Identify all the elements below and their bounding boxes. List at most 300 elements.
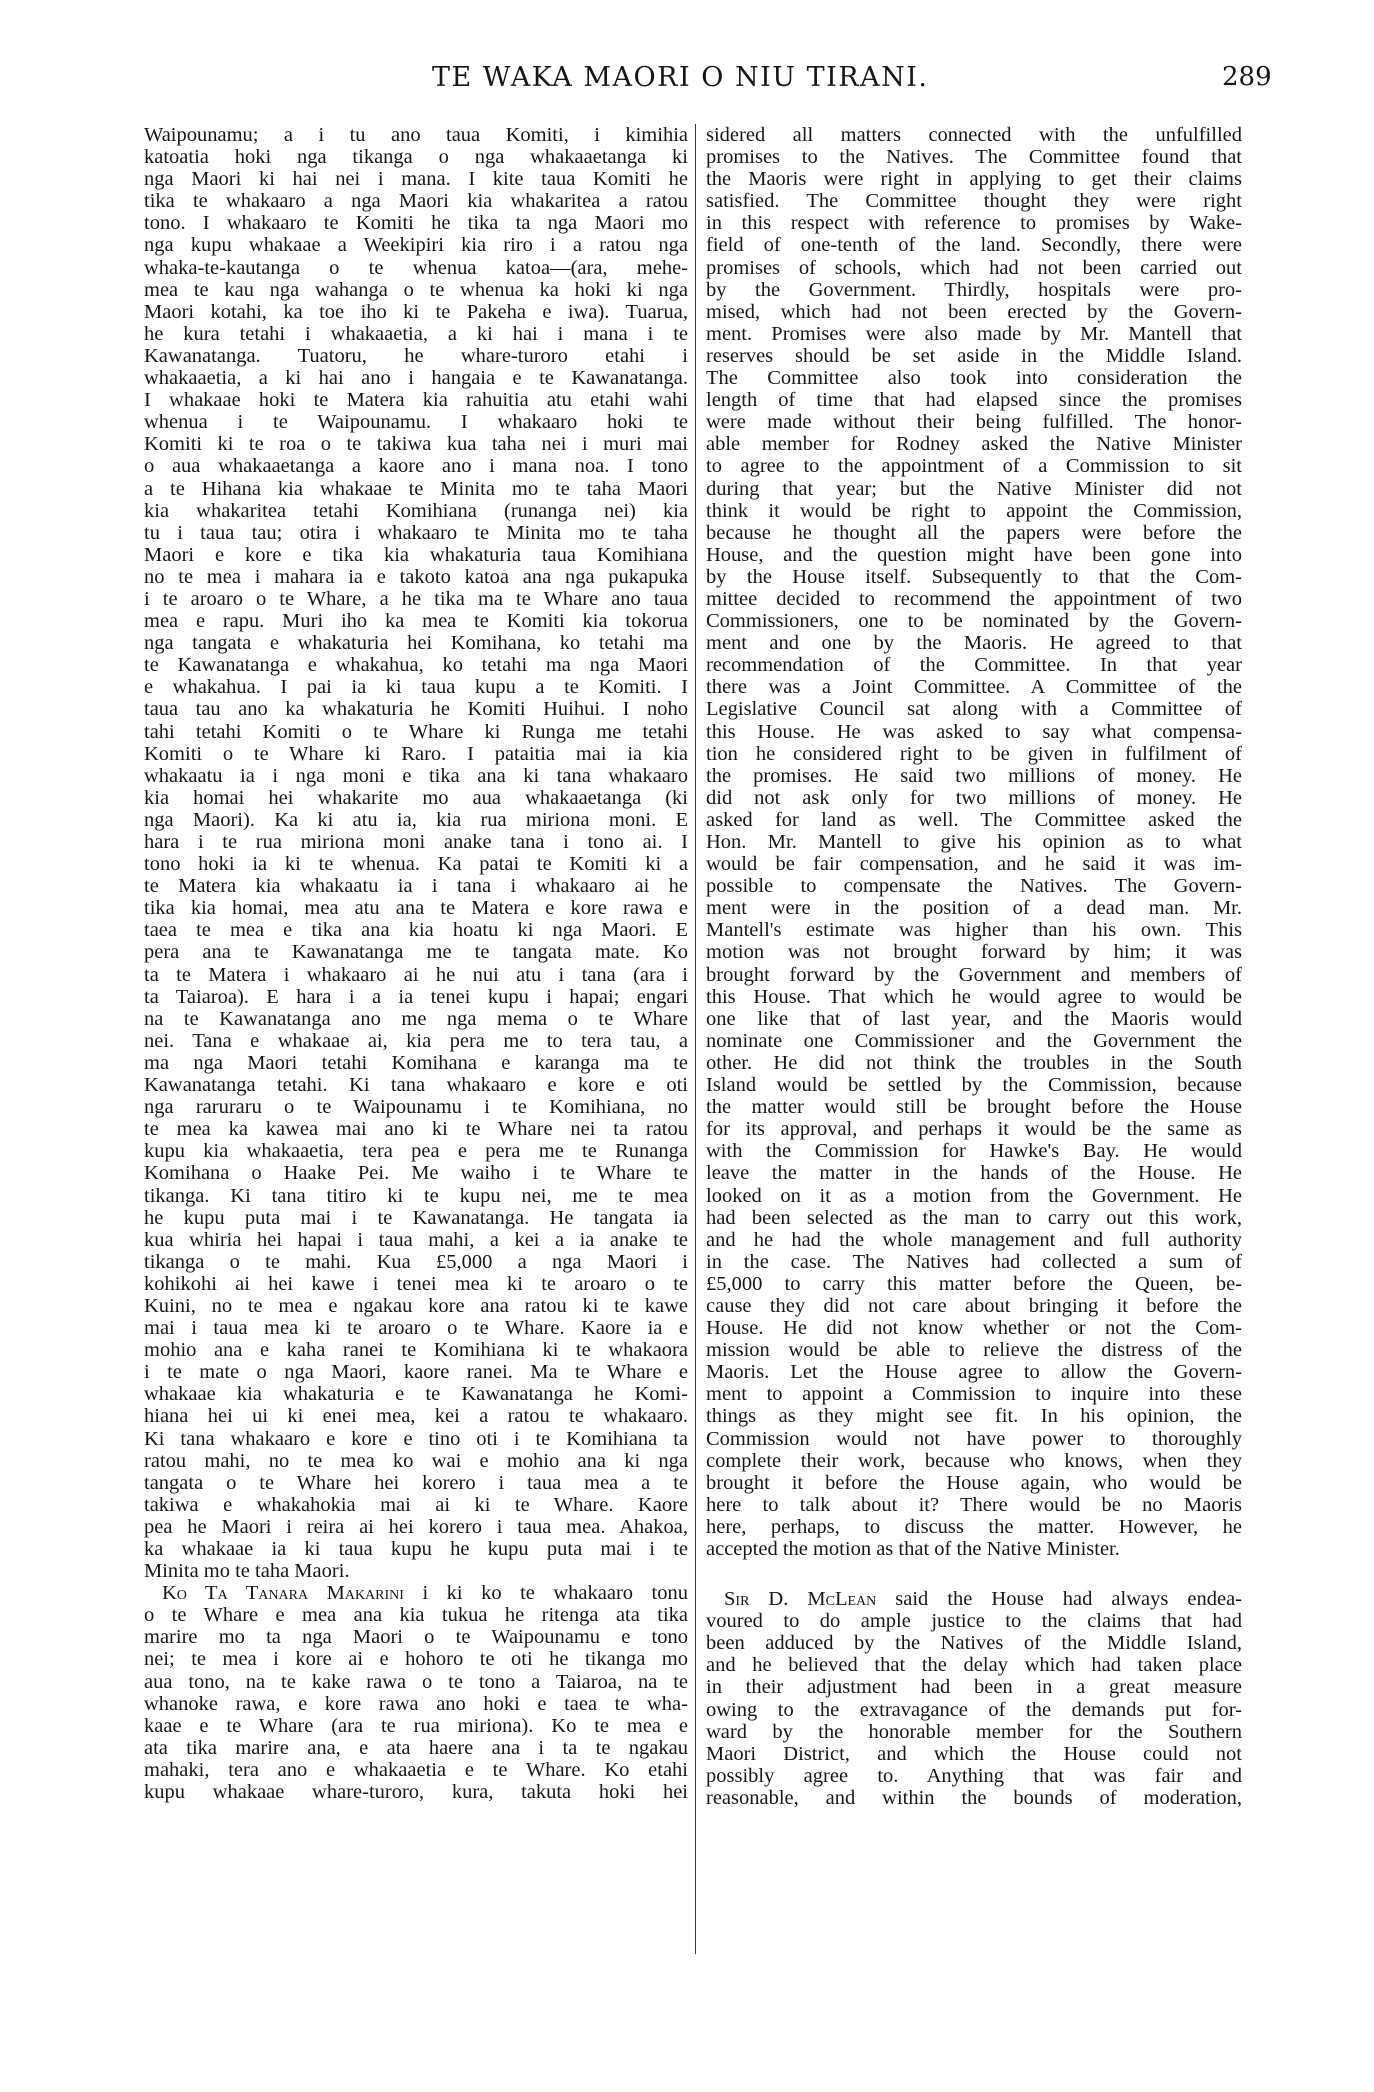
line-text: ta te Matera i whakaaro ai he nui atu i tana (ara i xyxy=(144,963,688,986)
line-text: whanoke rawa, e kore rawa ano hoki e taea te wha- xyxy=(144,1692,688,1715)
line-text: reasonable, and within the bounds of moderation, xyxy=(706,1786,1242,1809)
text-line xyxy=(144,632,688,654)
text-line xyxy=(706,1140,1242,1162)
line-text: this House. He was asked to say what compensa- xyxy=(706,720,1242,743)
line-text: ata tika marire ana, e ata haere ana i ta te ngakau xyxy=(144,1736,688,1759)
line-text: kua whiria hei hapai i taua mahi, a kei a ia anake te xyxy=(144,1228,688,1251)
line-text: by the Government. Thirdly, hospitals were pro- xyxy=(706,278,1242,301)
column-divider xyxy=(695,124,696,1954)
text-line xyxy=(144,964,688,986)
text-line xyxy=(144,478,688,500)
text-line xyxy=(706,875,1242,897)
text-line xyxy=(706,1251,1242,1273)
line-text: mohio ana e kaha ranei te Komihiana ki te whakaora xyxy=(144,1339,688,1362)
line-text: with the Commission for Hawke's Bay. He would xyxy=(706,1140,1242,1163)
text-line xyxy=(706,1632,1242,1654)
line-text: kupu kia whakaaetia, tera pea e pera me te Runanga xyxy=(144,1140,688,1163)
line-text: kia homai hei whakarite mo aua whakaaetanga (ki xyxy=(144,786,688,809)
text-line xyxy=(144,544,688,566)
line-text: The Committee also took into consideration the xyxy=(706,367,1242,390)
text-line xyxy=(706,367,1242,389)
text-line xyxy=(706,124,1242,146)
line-text: Commission would not have power to thoroughly xyxy=(706,1427,1242,1450)
text-line xyxy=(144,1273,688,1295)
text-line xyxy=(706,1699,1242,1721)
line-text: brought it before the House again, who would be xyxy=(706,1471,1242,1494)
line-text: motion was not brought forward by him; it was xyxy=(706,941,1242,964)
text-line xyxy=(706,1428,1242,1450)
text-line xyxy=(144,1140,688,1162)
line-text: would be fair compensation, and he said it was im- xyxy=(706,853,1242,876)
line-text: because he thought all the papers were before the xyxy=(706,521,1242,544)
text-line xyxy=(144,787,688,809)
line-text: e whakahua. I pai ia ki taua kupu a te Komiti. I xyxy=(144,676,688,699)
line-text: whenua i te Waipounamu. I whakaaro hoki te xyxy=(144,411,688,434)
line-text: and he had the whole management and full authority xyxy=(706,1228,1242,1251)
text-line xyxy=(706,1229,1242,1251)
text-line xyxy=(144,1781,688,1803)
text-line xyxy=(144,588,688,610)
text-line xyxy=(706,809,1242,831)
line-text: reserves should be set aside in the Middle Island. xyxy=(706,344,1242,367)
text-line xyxy=(144,1626,688,1648)
line-text: te Matera kia whakaatu ia i tana i whakaaro ai he xyxy=(144,875,688,898)
line-text: field of one-tenth of the land. Secondly, there were xyxy=(706,234,1242,257)
text-line xyxy=(144,765,688,787)
line-text: ratou mahi, no te mea ko wai e mohio ana ki nga xyxy=(144,1449,688,1472)
text-line xyxy=(706,743,1242,765)
speaker-name: Ko Ta Tanara Makarini xyxy=(162,1582,404,1605)
text-line xyxy=(144,190,688,212)
text-line xyxy=(144,146,688,168)
text-line xyxy=(144,433,688,455)
text-line xyxy=(144,1339,688,1361)
left-column-maori-text xyxy=(144,124,688,2074)
line-text: nga raruraru o te Waipounamu i te Komihiana, no xyxy=(144,1096,688,1119)
line-text: hiana hei ui ki enei mea, kei a ratou te whakaaro. xyxy=(144,1405,688,1428)
line-text: nga kupu whakaae a Weekipiri kia riro i a ratou nga xyxy=(144,234,688,257)
line-text: marire mo ta nga Maori o te Waipounamu e tono xyxy=(144,1626,688,1649)
line-text: aua tono, na te kake rawa o te tono a Taiaroa, na te xyxy=(144,1670,688,1693)
text-line xyxy=(706,986,1242,1008)
line-text: he kupu puta mai i te Kawanatanga. He tangata ia xyxy=(144,1206,688,1229)
line-text: said the House had always endea- xyxy=(895,1588,1242,1611)
line-text: here to talk about it? There would be no Maoris xyxy=(706,1493,1242,1516)
text-line xyxy=(706,1654,1242,1676)
line-text: i ki ko te whakaaro tonu xyxy=(422,1582,688,1605)
text-line xyxy=(706,1074,1242,1096)
running-title: TE WAKA MAORI O NIU TIRANI. xyxy=(432,62,929,93)
text-line xyxy=(144,897,688,919)
line-text: taua tau ano ka whakaturia he Komiti Huihui. I noho xyxy=(144,698,688,721)
paragraph-gap xyxy=(706,1560,1242,1588)
text-line xyxy=(706,411,1242,433)
line-text: tikanga o te mahi. Kua £5,000 a nga Maori i xyxy=(144,1250,688,1273)
line-text: whaka-te-kautanga o te whenua katoa—(ara, mehe- xyxy=(144,256,688,279)
text-line xyxy=(144,1185,688,1207)
line-text: asked for land as well. The Committee asked the xyxy=(706,808,1242,831)
line-text: Minita mo te taha Maori. xyxy=(144,1560,350,1583)
text-line xyxy=(144,1759,688,1781)
line-text: had been selected as the man to carry out this work, xyxy=(706,1206,1242,1229)
line-text: during that year; but the Native Minister did not xyxy=(706,477,1242,500)
text-line xyxy=(706,1052,1242,1074)
text-line xyxy=(144,1450,688,1472)
line-text: here, perhaps, to discuss the matter. However, he xyxy=(706,1515,1242,1538)
line-text: mission would be able to relieve the distress of the xyxy=(706,1339,1242,1362)
text-line xyxy=(706,831,1242,853)
text-line xyxy=(144,1317,688,1339)
line-text: pea he Maori i reira ai hei korero i taua mea. Ahakoa, xyxy=(144,1515,688,1538)
line-text: ment and one by the Maoris. He agreed to that xyxy=(706,632,1242,655)
line-text: mahaki, tera ano e whakaaetia e te Whare. Ko etahi xyxy=(144,1758,688,1781)
line-text: nominate one Commissioner and the Government the xyxy=(706,1029,1242,1052)
line-text: nga Maori). Ka ki atu ia, kia rua miriona moni. E xyxy=(144,808,688,831)
line-text: mea te kau nga wahanga o te whenua ka hoki ki nga xyxy=(144,278,688,301)
line-text: Kawanatanga. Tuatoru, he whare-turoro etahi i xyxy=(144,344,688,367)
line-text: and he believed that the delay which had taken place xyxy=(706,1654,1242,1677)
text-line xyxy=(144,610,688,632)
text-line xyxy=(706,323,1242,345)
text-line xyxy=(144,411,688,433)
line-text: o te Whare e mea ana kia tukua he ritenga ata tika xyxy=(144,1604,688,1627)
text-line xyxy=(144,522,688,544)
line-text: in the case. The Natives had collected a sum of xyxy=(706,1250,1242,1273)
text-line xyxy=(144,500,688,522)
right-column-english-text xyxy=(706,124,1242,2074)
line-text: Maori e kore e tika kia whakaturia taua Komihiana xyxy=(144,543,688,566)
text-line xyxy=(706,610,1242,632)
text-line xyxy=(144,676,688,698)
speaker-name: Sir D. McLean xyxy=(724,1588,877,1611)
text-line xyxy=(144,455,688,477)
text-line xyxy=(706,500,1242,522)
line-text: Kuini, no te mea e ngakau kore ana ratou ki te kawe xyxy=(144,1294,688,1317)
text-line xyxy=(144,1737,688,1759)
line-text: promises of schools, which had not been carried out xyxy=(706,256,1242,279)
line-text: mised, which had not been erected by the Govern- xyxy=(706,300,1242,323)
text-line xyxy=(706,455,1242,477)
line-text: I whakaae hoki te Matera kia rahuitia atu etahi wahi xyxy=(144,389,688,412)
line-text: were made without their being fulfilled. The honor- xyxy=(706,411,1242,434)
line-text: tono. I whakaaro te Komiti he tika ta nga Maori mo xyxy=(144,212,688,235)
line-text: takiwa e whakahokia mai ai ki te Whare. Kaore xyxy=(144,1493,688,1516)
text-line xyxy=(144,831,688,853)
line-text: ment were in the position of a dead man. Mr. xyxy=(706,897,1242,920)
text-line xyxy=(144,1560,688,1582)
line-text: looked on it as a motion from the Government. He xyxy=(706,1184,1242,1207)
text-line xyxy=(144,323,688,345)
line-text: in this respect with reference to promises by Wake- xyxy=(706,212,1242,235)
text-line xyxy=(706,853,1242,875)
text-line xyxy=(144,1472,688,1494)
text-line xyxy=(706,478,1242,500)
line-text: Waipounamu; a i tu ano taua Komiti, i kimihia xyxy=(144,124,688,146)
line-text: this House. That which he would agree to would be xyxy=(706,985,1242,1008)
text-line xyxy=(144,1428,688,1450)
line-text: possible to compensate the Natives. The Govern- xyxy=(706,875,1242,898)
line-text: tika te whakaaro a nga Maori kia whakaritea a ratou xyxy=(144,190,688,213)
line-text: in their adjustment had been in a great measure xyxy=(706,1676,1242,1699)
text-line xyxy=(144,1251,688,1273)
text-line xyxy=(144,234,688,256)
text-line xyxy=(144,1361,688,1383)
line-text: ka whakaae ia ki taua kupu he kupu puta mai i te xyxy=(144,1538,688,1560)
text-line xyxy=(706,234,1242,256)
text-line xyxy=(706,1588,1242,1610)
text-line xyxy=(706,787,1242,809)
line-text: for its approval, and perhaps it would be the same as xyxy=(706,1118,1242,1141)
line-text: i te mate o nga Maori, kaore ranei. Ma te Whare e xyxy=(144,1361,688,1384)
line-text: tangata o te Whare hei korero i taua mea a te xyxy=(144,1471,688,1494)
line-text: satisfied. The Committee thought they were right xyxy=(706,190,1242,213)
text-line xyxy=(144,1693,688,1715)
running-head xyxy=(0,62,1374,106)
line-text: tika kia homai, mea atu ana te Matera e kore rawa e xyxy=(144,897,688,920)
line-text: sidered all matters connected with the unfulfilled xyxy=(706,124,1242,146)
line-text: nei. Tana e whakaae ai, kia pera me to tera tau, a xyxy=(144,1029,688,1052)
line-text: £5,000 to carry this matter before the Queen, be- xyxy=(706,1272,1242,1295)
line-text: Maoris. Let the House agree to allow the Govern- xyxy=(706,1361,1242,1384)
text-line xyxy=(706,301,1242,323)
text-line xyxy=(144,941,688,963)
text-line xyxy=(144,721,688,743)
text-line xyxy=(706,146,1242,168)
line-text: whakaae kia whakaturia e te Kawanatanga he Komi- xyxy=(144,1383,688,1406)
line-text: brought forward by the Government and members of xyxy=(706,963,1242,986)
text-line xyxy=(144,698,688,720)
line-text: katoatia hoki nga tikanga o nga whakaaetanga ki xyxy=(144,146,688,169)
text-line xyxy=(706,1207,1242,1229)
text-line xyxy=(706,1118,1242,1140)
line-text: possibly agree to. Anything that was fair and xyxy=(706,1764,1242,1787)
text-line xyxy=(706,964,1242,986)
text-line xyxy=(144,1604,688,1626)
line-text: House, and the question might have been gone into xyxy=(706,543,1242,566)
text-line xyxy=(144,566,688,588)
line-text: kaae e te Whare (ara te rua miriona). Ko te mea e xyxy=(144,1714,688,1737)
text-line xyxy=(144,743,688,765)
text-line xyxy=(706,1317,1242,1339)
line-text: te Kawanatanga e whakahua, ko tetahi ma nga Maori xyxy=(144,654,688,677)
text-line xyxy=(706,190,1242,212)
text-line xyxy=(706,1273,1242,1295)
line-text: Kawanatanga tetahi. Ki tana whakaaro e kore e oti xyxy=(144,1074,688,1097)
text-line xyxy=(706,1030,1242,1052)
text-line xyxy=(144,301,688,323)
text-line xyxy=(706,941,1242,963)
line-text: kohikohi ai hei kawe i tenei mea ki te aroaro o te xyxy=(144,1272,688,1295)
text-line xyxy=(706,765,1242,787)
line-text: mittee decided to recommend the appointment of two xyxy=(706,587,1242,610)
text-line xyxy=(144,1671,688,1693)
line-text: owing to the extravagance of the demands put for- xyxy=(706,1698,1242,1721)
text-line xyxy=(706,522,1242,544)
line-text: Ki tana whakaaro e kore e tino oti i te Komihiana ta xyxy=(144,1427,688,1450)
line-text: think it would be right to appoint the Commission, xyxy=(706,499,1242,522)
line-text: pera ana te Kawanatanga me te tangata mate. Ko xyxy=(144,941,688,964)
line-text: House. He did not know whether or not the Com- xyxy=(706,1317,1242,1340)
line-text: Legislative Council sat along with a Committee of xyxy=(706,698,1242,721)
text-line xyxy=(706,1472,1242,1494)
line-text: able member for Rodney asked the Native Minister xyxy=(706,433,1242,456)
line-text: things as they might see fit. In his opinion, the xyxy=(706,1405,1242,1428)
text-line xyxy=(144,809,688,831)
text-line xyxy=(706,632,1242,654)
line-text: recommendation of the Committee. In that year xyxy=(706,654,1242,677)
text-line xyxy=(706,1676,1242,1698)
line-text: by the House itself. Subsequently to that the Com- xyxy=(706,565,1242,588)
line-text: the promises. He said two millions of money. He xyxy=(706,764,1242,787)
text-line xyxy=(144,1030,688,1052)
line-text: tu i taua tau; otira i whakaaro te Minita mo te taha xyxy=(144,521,688,544)
text-line xyxy=(144,124,688,146)
text-line xyxy=(144,1715,688,1737)
line-text: kupu whakaae whare-turoro, kura, takuta hoki hei xyxy=(144,1781,688,1804)
line-text: te mea ka kawea mai ano ki te Whare nei ta ratou xyxy=(144,1118,688,1141)
text-line xyxy=(144,1162,688,1184)
text-line xyxy=(706,279,1242,301)
text-line xyxy=(706,1721,1242,1743)
text-line xyxy=(706,566,1242,588)
line-text: mai i taua mea ki te aroaro o te Whare. Kaore ia e xyxy=(144,1317,688,1340)
line-text: to agree to the appointment of a Commission to sit xyxy=(706,455,1242,478)
text-line xyxy=(706,1008,1242,1030)
text-line xyxy=(144,1229,688,1251)
line-text: he kura tetahi i whakaaetia, a ki hai i mana i te xyxy=(144,322,688,345)
line-text: Mantell's estimate was higher than his own. This xyxy=(706,919,1242,942)
text-line xyxy=(706,721,1242,743)
text-line xyxy=(144,1516,688,1538)
line-text: tahi tetahi Komiti o te Whare ki Runga me tetahi xyxy=(144,720,688,743)
text-line xyxy=(144,919,688,941)
line-text: voured to do ample justice to the claims that had xyxy=(706,1610,1242,1633)
line-text: a te Hihana kia whakaae te Minita mo te taha Maori xyxy=(144,477,688,500)
text-line xyxy=(706,1383,1242,1405)
line-text: tono hoki ia ki te whenua. Ka patai te Komiti ki a xyxy=(144,853,688,876)
line-text: length of time that had elapsed since the promises xyxy=(706,389,1242,412)
text-line xyxy=(706,698,1242,720)
text-line xyxy=(144,1207,688,1229)
line-text: ta Taiaroa). E hara i a ia tenei kupu i hapai; engari xyxy=(144,985,688,1008)
text-line xyxy=(706,168,1242,190)
line-text: nga Maori ki hai nei i mana. I kite taua Komiti he xyxy=(144,168,688,191)
text-line xyxy=(706,919,1242,941)
text-line xyxy=(144,279,688,301)
text-line xyxy=(706,588,1242,610)
text-line xyxy=(144,654,688,676)
text-line xyxy=(706,897,1242,919)
text-line xyxy=(706,544,1242,566)
line-text: one like that of last year, and the Maoris would xyxy=(706,1007,1242,1030)
text-line xyxy=(144,1295,688,1317)
line-text: ward by the honorable member for the Southern xyxy=(706,1720,1242,1743)
text-line xyxy=(706,433,1242,455)
line-text: Komiti ki te roa o te takiwa kua taha nei i muri mai xyxy=(144,433,688,456)
text-line xyxy=(144,345,688,367)
text-line xyxy=(706,1339,1242,1361)
text-line xyxy=(706,1185,1242,1207)
text-line xyxy=(706,212,1242,234)
text-line xyxy=(144,1074,688,1096)
line-text: did not ask only for two millions of money. He xyxy=(706,786,1242,809)
text-line xyxy=(144,986,688,1008)
text-line xyxy=(144,853,688,875)
text-line xyxy=(706,389,1242,411)
line-text: promises to the Natives. The Committee found that xyxy=(706,146,1242,169)
text-line xyxy=(144,1405,688,1427)
line-text: Komiti o te Whare ki Raro. I pataitia mai ia kia xyxy=(144,742,688,765)
text-line xyxy=(144,1096,688,1118)
text-line xyxy=(144,1052,688,1074)
text-line xyxy=(706,1405,1242,1427)
line-text: Hon. Mr. Mantell to give his opinion as to what xyxy=(706,831,1242,853)
text-line xyxy=(706,257,1242,279)
line-text: ment. Promises were also made by Mr. Mantell that xyxy=(706,322,1242,345)
page-number: 289 xyxy=(1222,62,1272,92)
text-line xyxy=(706,1610,1242,1632)
line-text: ment to appoint a Commission to inquire into these xyxy=(706,1383,1242,1406)
line-text: the matter would still be brought before the House xyxy=(706,1096,1242,1119)
text-line xyxy=(144,257,688,279)
line-text: nga tangata e whakaturia hei Komihana, ko tetahi ma xyxy=(144,632,688,655)
text-line xyxy=(144,1494,688,1516)
line-text: cause they did not care about bringing it before the xyxy=(706,1294,1242,1317)
text-line xyxy=(144,1582,688,1604)
text-line xyxy=(706,1162,1242,1184)
text-line xyxy=(144,212,688,234)
text-line xyxy=(706,1787,1242,1809)
line-text: other. He did not think the troubles in the South xyxy=(706,1051,1242,1074)
line-text: nei; te mea i kore ai e hohoro te oti he tikanga mo xyxy=(144,1648,688,1671)
text-line xyxy=(706,1765,1242,1787)
line-text: na te Kawanatanga ano me nga mema o te Whare xyxy=(144,1007,688,1030)
line-text: ma nga Maori tetahi Komihana e karanga ma te xyxy=(144,1051,688,1074)
text-line xyxy=(706,1494,1242,1516)
text-line xyxy=(144,1383,688,1405)
text-line xyxy=(144,875,688,897)
line-text: complete their work, because who knows, when they xyxy=(706,1449,1242,1472)
line-text: whakaatu ia i nga moni e tika ana ki tana whakaaro xyxy=(144,764,688,787)
text-line xyxy=(706,1295,1242,1317)
line-text: kia whakaritea tetahi Komihiana (runanga nei) kia xyxy=(144,499,688,522)
text-line xyxy=(144,1008,688,1030)
line-text: the Maoris were right in applying to get their claims xyxy=(706,168,1242,191)
line-text: tikanga. Ki tana titiro ki te kupu nei, me te mea xyxy=(144,1184,688,1207)
text-line xyxy=(144,1648,688,1670)
line-text: Maori kotahi, ka toe iho ki te Pakeha e iwa). Tuarua, xyxy=(144,300,688,323)
line-text: whakaaetia, a ki hai ano i hangaia e te Kawanatanga. xyxy=(144,367,688,390)
line-text: i te aroaro o te Whare, a he tika ma te Whare ano taua xyxy=(144,587,688,610)
text-line xyxy=(706,1096,1242,1118)
text-line xyxy=(706,654,1242,676)
line-text: accepted the motion as that of the Native Minister. xyxy=(706,1538,1120,1560)
text-line xyxy=(706,1450,1242,1472)
text-line xyxy=(706,1516,1242,1538)
line-text: leave the matter in the hands of the House. He xyxy=(706,1162,1242,1185)
text-line xyxy=(706,1361,1242,1383)
line-text: there was a Joint Committee. A Committee of the xyxy=(706,676,1242,699)
line-text: hara i te rua miriona moni anake tana i tono ai. I xyxy=(144,831,688,853)
line-text: Maori District, and which the House could not xyxy=(706,1742,1242,1765)
line-text: o aua whakaaetanga a kaore ano i mana noa. I tono xyxy=(144,455,688,478)
text-line xyxy=(144,367,688,389)
text-line xyxy=(706,676,1242,698)
line-text: no te mea i mahara ia e takoto katoa ana nga pukapuka xyxy=(144,565,688,588)
text-line xyxy=(706,345,1242,367)
line-text: Commissioners, one to be nominated by the Govern- xyxy=(706,610,1242,633)
text-line xyxy=(144,1118,688,1140)
